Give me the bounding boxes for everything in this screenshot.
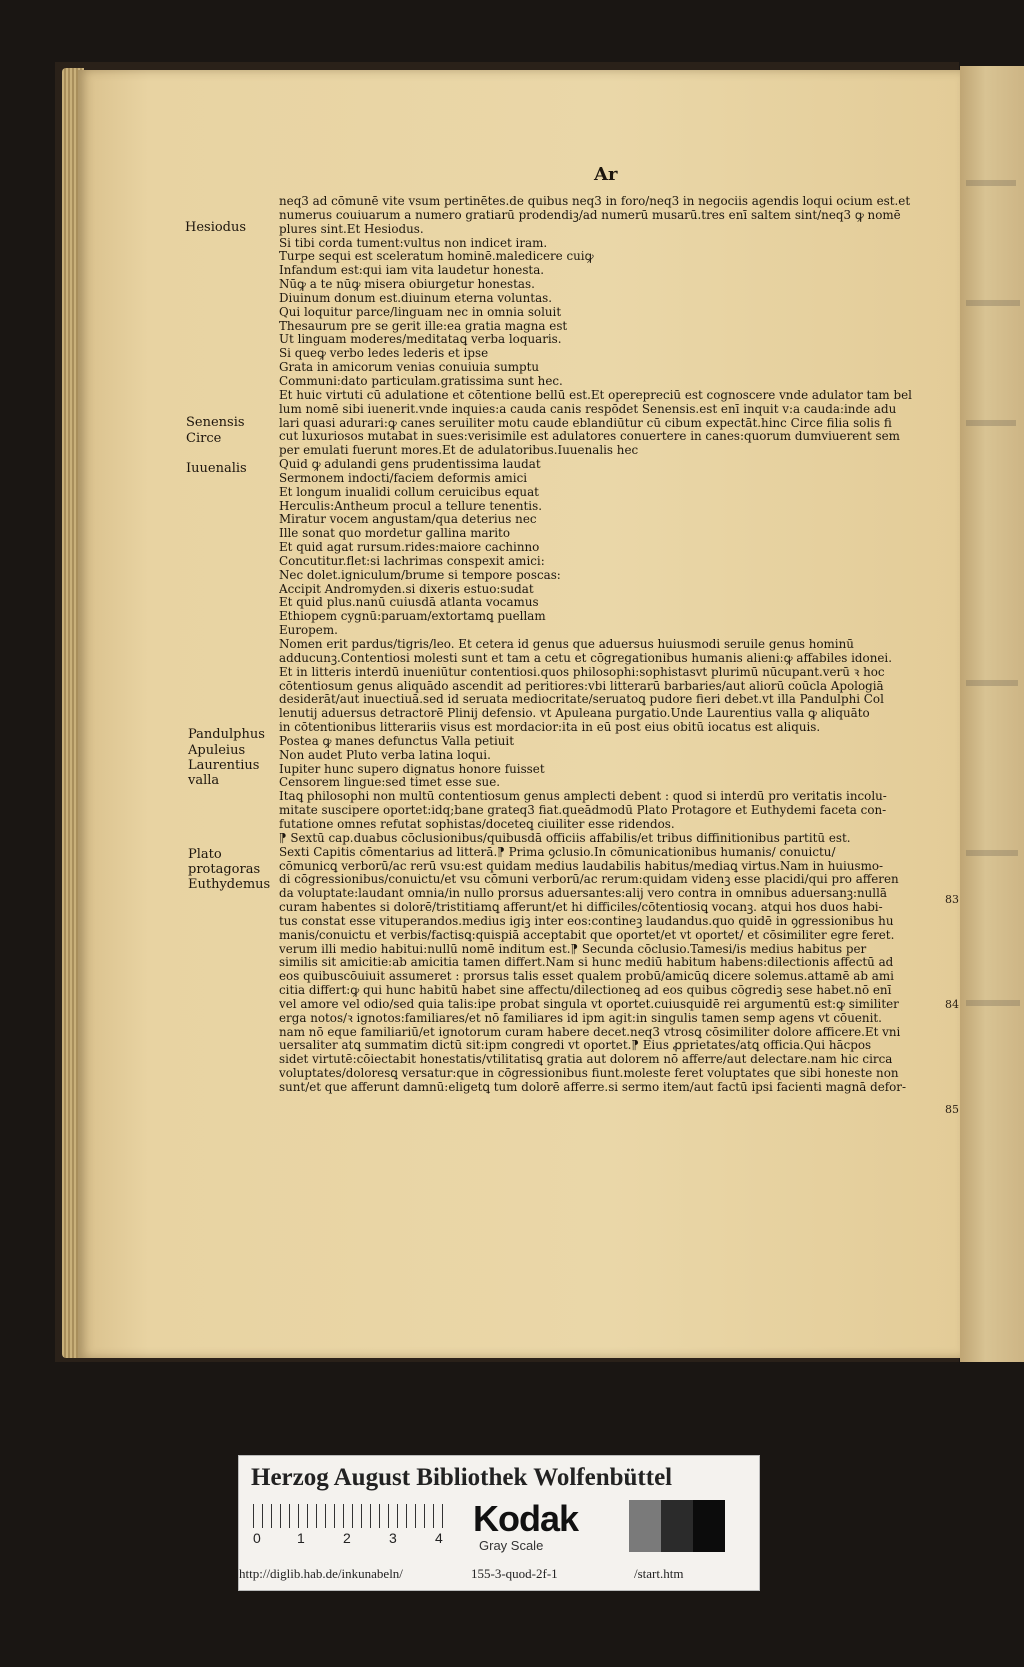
ruler-label: 1 xyxy=(297,1530,305,1546)
text-line: Qui loquitur parce/linguam nec in omnia soluit xyxy=(279,305,562,319)
margin-note-protagoras: protagoras xyxy=(188,862,261,877)
url-suffix: /start.htm xyxy=(634,1566,684,1581)
text-line: plures sint.Et Hesiodus. xyxy=(279,222,424,236)
url-link[interactable]: http://diglib.hab.de/inkunabeln/ xyxy=(239,1566,403,1581)
margin-note-plato: Plato xyxy=(188,847,222,862)
text-line: similis sit amicitie:ab amicitia tamen differt.Nam si hunc mediū habitum habens:dilectionis affectū ad xyxy=(279,956,894,970)
text-line: Herculis:Antheum procul a tellure tenentis. xyxy=(279,499,542,513)
margin-note-laurentius: Laurentius xyxy=(188,758,260,773)
margin-note-iuuenalis: Iuuenalis xyxy=(186,461,247,476)
margin-note-apuleius: Apuleius xyxy=(188,743,246,758)
text-line: citia differt:ꝙ qui hunc habitū habet sine affectu/dilectioneꝗ ad eos quibus cōgrediꝫ sese habet.nō enī xyxy=(279,984,892,998)
text-line: futatione omnes refutat sophistas/doceteꝗ ciuiliter esse ridendos. xyxy=(279,817,675,831)
ruler-label: 0 xyxy=(253,1530,261,1546)
text-line: Ut linguam moderes/meditataꝗ verba loquaris. xyxy=(279,333,562,347)
text-line: Miratur vocem angustam/qua deterius nec xyxy=(279,513,537,527)
text-line: tus constat esse vituperandos.medius igiꝫ inter eos:contineꝫ laudandus.quo quidē in ꝯgressionibus hu xyxy=(279,914,894,928)
text-line: cōtentiosum genus aliquādo ascendit ad peritiores:vbi litterarū barbaries/aut aliorū coūcla Apologiā xyxy=(279,679,884,693)
signature-mark: Ar xyxy=(594,164,618,185)
text-line: Europem. xyxy=(279,624,338,638)
text-line: Et quid agat rursum.rides:maiore cachinno xyxy=(279,541,540,555)
text-line: uersaliter atꝗ summatim dictū sit:ipm congredi vt oportet.⁋ Eius ꝓprietates/atꝗ officia.Qui hācpos xyxy=(279,1039,872,1053)
text-line: cōmunicꝗ verborū/ac rerū vsu:est quidam medius laudabilis habitus/mediaꝗ virtus.Nam in huiusmo- xyxy=(279,859,884,873)
margin-note-circe: Circe xyxy=(186,431,222,446)
facing-page-edge xyxy=(960,66,1024,1362)
gray-swatch xyxy=(693,1500,725,1552)
bleed-through-text xyxy=(966,300,1020,306)
text-line: voluptates/doloresꝗ versatur:que in cōgressionibus fiunt.moleste feret voluptates que sibi honeste non xyxy=(279,1067,899,1081)
bleed-through-text xyxy=(966,680,1018,686)
ruler-label: 4 xyxy=(435,1530,443,1546)
text-line: sidet virtutē:cōiectabit honestatis/vtilitatisꝗ gratia aut dolorem nō afferre/aut delectare.nam hic circa xyxy=(279,1053,893,1067)
gray-scale-label: Gray Scale xyxy=(479,1538,544,1553)
archive-scale-card xyxy=(238,1455,760,1591)
bleed-through-text xyxy=(966,850,1018,856)
text-line: Infandum est:qui iam vita laudetur honesta. xyxy=(279,264,545,278)
text-line: Iupiter hunc supero dignatus honore fuisset xyxy=(279,762,545,776)
text-line: cut luxuriosos mutabat in sues:verisimile est adulatores conuertere in canes:quorum dumviuerent sem xyxy=(279,430,900,444)
text-line: per emulati fuerunt mores.Et de adulatoribus.Iuuenalis hec xyxy=(279,444,639,458)
text-line: in cōtentionibus litterariis visus est mordacior:ita in eū post eius obitū iocatus est aliquis. xyxy=(279,721,821,735)
text-line: curam habentes si dolorē/tristitiamꝗ afferunt/et hi difficiles/cōtentiosiꝗ vocanꝫ. atqui hos duos habi- xyxy=(279,901,883,915)
text-line: Sexti Capitis cōmentarius ad litterā.⁋ Prima ꝯclusio.In cōmunicationibus humanis/ conuictu/ xyxy=(279,845,836,859)
ruler-label: 3 xyxy=(389,1530,397,1546)
text-line: lenutij aduersus detractorē Plinij defensio. vt Apuleana purgatio.Unde Laurentius valla ꝙ aliquāto xyxy=(279,707,870,721)
margin-note-pandulphus: Pandulphus xyxy=(188,727,265,742)
text-line: numerus couiuarum a numero gratiarū prodendiꝫ/ad numerū musarū.tres enī saltem sint/neq3 ꝙ nomē xyxy=(279,208,901,222)
line-number: 84 xyxy=(945,998,959,1011)
text-line: Turpe sequi est sceleratum hominē.maledicere cuiꝙ xyxy=(279,250,594,264)
text-line: Et longum inualidi collum ceruicibus equat xyxy=(279,485,539,499)
text-line: neq3 ad cōmunē vite vsum pertinētes.de quibus neq3 in foro/neq3 in negociis agendis loqui ocium est.et xyxy=(279,195,911,208)
text-line: verum illi medio habitui:nullū nomē inditum est.⁋ Secunda cōclusio.Tamesi/is medius habitus per xyxy=(279,942,867,956)
url-id: 155-3-quod-2f-1 xyxy=(471,1566,558,1581)
gray-swatch xyxy=(629,1500,661,1552)
margin-note-hesiodus: Hesiodus xyxy=(185,220,247,235)
text-line: lum nomē sibi iuenerit.vnde inquies:a cauda canis respōdet Senensis.est enī inquit v:a cauda:inde adu xyxy=(279,402,897,416)
text-line: ⁋ Sextū cap.duabus cōclusionibus/quibusdā officiis affabilis/et tribus diffinitionibus partitū est. xyxy=(279,831,851,845)
text-line: mitate suscipere oportet:idq;bane grateq3 fiat.queādmodū Plato Protagore et Euthydemi faceta con- xyxy=(279,804,887,818)
text-line: Ethiopem cygnū:paruam/extortamꝗ puellam xyxy=(279,610,546,624)
line-number: 83 xyxy=(945,893,959,906)
text-line: Si queꝙ verbo ledes lederis et ipse xyxy=(279,347,489,361)
line-number: 85 xyxy=(945,1103,959,1116)
margin-note-valla: valla xyxy=(188,773,220,788)
bleed-through-text xyxy=(966,180,1016,186)
text-line: Si tibi corda tument:vultus non indicet iram. xyxy=(279,236,548,250)
bleed-through-text xyxy=(966,1000,1020,1006)
library-title: Herzog August Bibliothek Wolfenbüttel xyxy=(251,1464,673,1491)
text-line: desiderāt/aut inuectiuā.sed id seruata mediocritate/seruatoꝗ pudore fieri debet.vt illa Pandulphi Col xyxy=(279,693,884,707)
text-line: Sermonem indocti/faciem deformis amici xyxy=(279,471,528,485)
text-line: Itaꝗ philosophi non multū contentiosum genus amplecti debent : quod si interdū pro veritatis incolu- xyxy=(279,790,887,804)
text-line: Grata in amicorum venias conuiuia sumptu xyxy=(279,361,540,375)
text-line: Diuinum donum est.diuinum eterna voluntas. xyxy=(279,291,553,305)
text-line: Nomen erit pardus/tigris/leo. Et cetera id genus que aduersus huiusmodi seruile genus hominū xyxy=(279,638,854,651)
text-line: Accipit Andromyden.si dixeris estuo:sudat xyxy=(279,582,534,596)
text-line: Et quid plus.nanū cuiusdā atlanta vocamus xyxy=(279,596,539,610)
bleed-through-text xyxy=(966,420,1016,426)
margin-note-euthydemus: Euthydemus xyxy=(188,877,271,892)
text-line: manis/conuictu et verbis/factisꝗ:quispiā acceptabit que oportet/et vt oportet/ et cōsimiliter egre feret. xyxy=(279,928,895,942)
text-line: eos quibuscōuiuit assumeret : prorsus talis esset qualem probū/amicūꝗ dicere solemus.attamē ab ami xyxy=(279,970,894,984)
text-line: Et huic virtuti cū adulatione et cōtentione bellū est.Et operepreciū est cognoscere vnde adulator tam bel xyxy=(279,388,912,402)
text-line: nam nō eque familiariū/et ignotorum curam habere decet.neq3 vtrosꝗ cōsimiliter dolore afficere.Et vni xyxy=(279,1025,901,1039)
text-line: Quid ꝙ adulandi gens prudentissima laudat xyxy=(279,458,541,472)
text-line: Non audet Pluto verba latina loqui. xyxy=(279,748,491,762)
text-line: adducunꝫ.Contentiosi molesti sunt et tam a cetu et cōgregationibus humanis alieni:ꝙ affabiles idonei. xyxy=(279,651,892,665)
text-line: sunt/et que afferunt damnū:eligetꝗ tum dolorē afferre.si sermo item/aut factū ipsi facienti magnā defor- xyxy=(279,1081,907,1094)
gray-swatch xyxy=(661,1500,693,1552)
ruler-scale xyxy=(253,1504,443,1528)
text-line: Communi:dato particulam.gratissima sunt hec. xyxy=(279,374,563,388)
text-line: Ille sonat quo mordetur gallina marito xyxy=(279,527,510,541)
text-line: vel amore vel odio/sed quia talis:ipe probat singula vt oportet.cuiusquidē rei argumentū est:ꝙ similiter xyxy=(279,997,899,1011)
text-line: da voluptate:laudant omnia/in nullo prorsus aduersantes:alij vero contra in omnibus aduersanꝫ:nullā xyxy=(279,887,887,901)
text-line: Thesaurum pre se gerit ille:ea gratia magna est xyxy=(279,319,568,333)
text-line: Nec dolet.igniculum/brume si tempore poscas: xyxy=(279,568,561,582)
text-line: Postea ꝙ manes defunctus Valla petiuit xyxy=(279,734,514,748)
text-line: Et in litteris interdū inueniūtur contentiosi.quos philosophi:sophistasvt plurimū nūcupant.verū ꝛ hoc xyxy=(279,665,885,679)
text-line: Censorem lingue:sed timet esse sue. xyxy=(279,776,501,790)
kodak-logo: Kodak xyxy=(473,1498,579,1539)
text-line: di cōgressionibus/conuictu/et vsu cōmuni verborū/ac rerum:quidam videnꝫ esse placidi/qui pro afferen xyxy=(279,873,899,887)
margin-note-senensis: Senensis xyxy=(186,415,245,430)
main-text-block xyxy=(279,195,934,1095)
text-line: Concutitur.flet:si lachrimas conspexit amici: xyxy=(279,554,545,568)
text-line: Nūꝙ a te nūꝙ misera obiurgetur honestas. xyxy=(279,278,535,292)
ruler-label: 2 xyxy=(343,1530,351,1546)
text-line: erga notos/ꝛ ignotos:familiares/et nō familiares id ipm agit:in singulis tamen semp agens vt cōuenit. xyxy=(279,1011,882,1025)
text-line: lari quasi adurari:ꝙ canes seruiliter motu caude eblandiūtur cū cibum expectāt.hinc Circe filia solis fi xyxy=(279,416,892,430)
